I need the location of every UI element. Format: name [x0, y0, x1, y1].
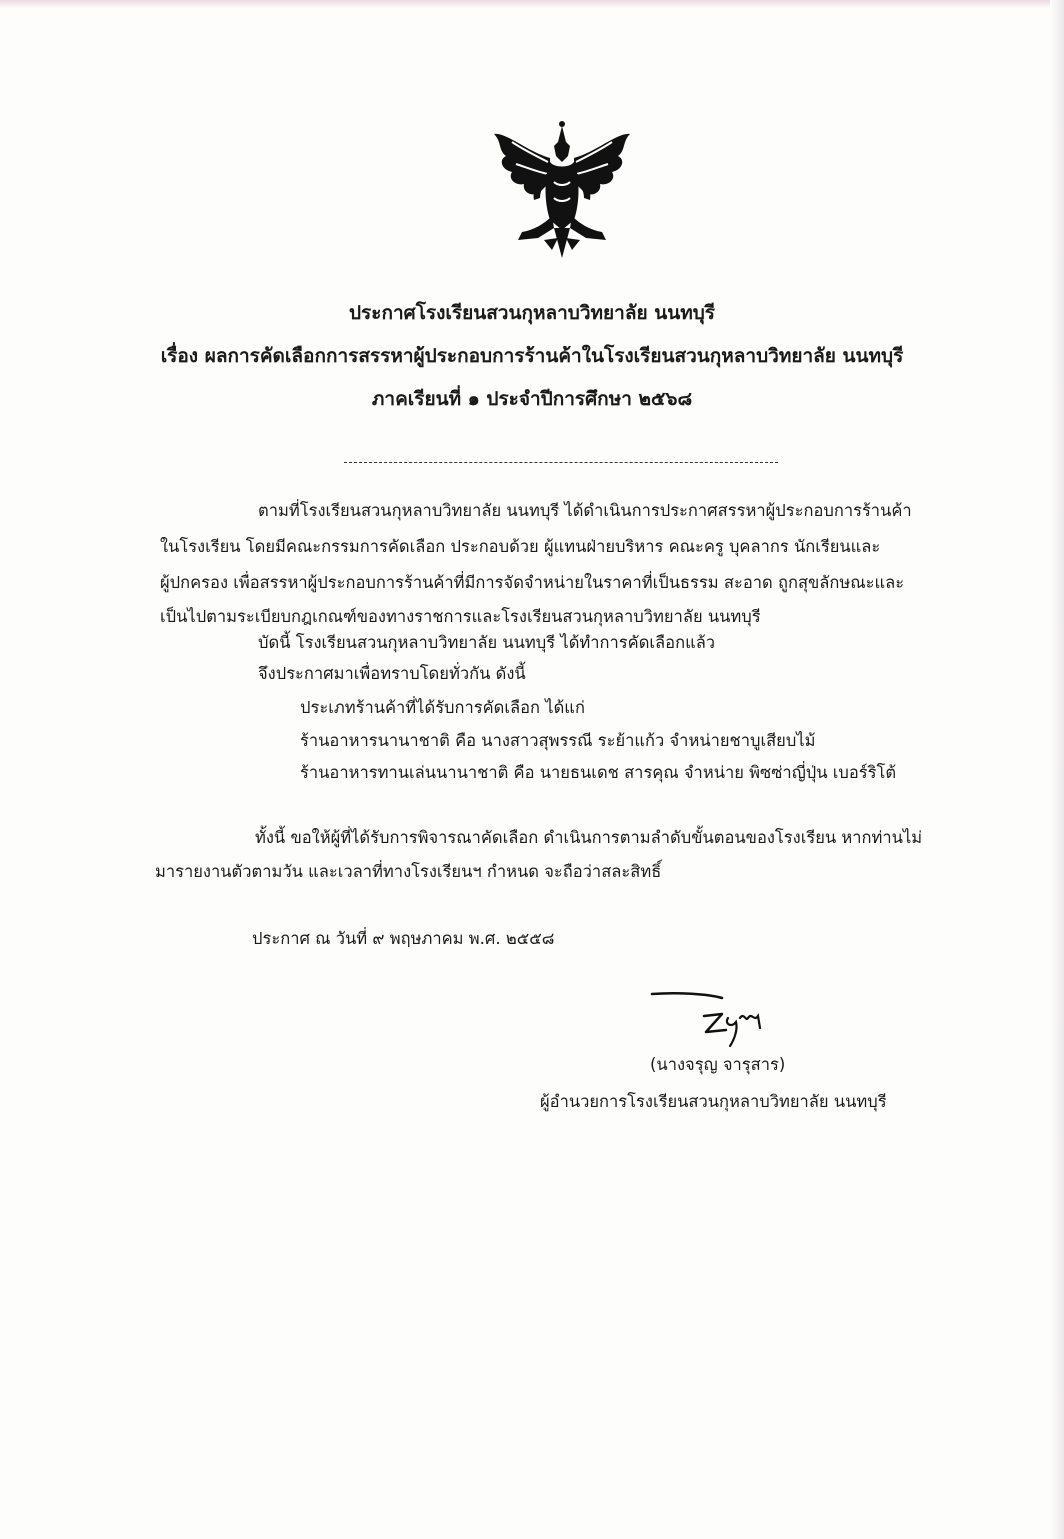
paragraph-line: ผู้ปกครอง เพื่อสรรหาผู้ประกอบการร้านค้าที่มีการจัดจำหน่ายในราคาที่เป็นธรรม สะอาด ถูกสุขลักษณะและ	[160, 573, 905, 592]
subject-line: เรื่อง ผลการคัดเลือกการสรรหาผู้ประกอบการร้านค้าในโรงเรียนสวนกุหลาบวิทยาลัย นนทบุรี	[160, 345, 904, 367]
term-line: ภาคเรียนที่ ๑ ประจำปีการศึกษา ๒๕๖๘	[371, 388, 693, 410]
paragraph-line: เป็นไปตามระเบียบกฎเกณฑ์ของทางราชการและโรงเรียนสวนกุหลาบวิทยาลัย นนทบุรี	[160, 607, 761, 626]
handwritten-signature-icon	[648, 984, 778, 1048]
paragraph-line: มารายงานตัวตามวัน และเวลาที่ทางโรงเรียนฯ กำหนด จะถือว่าสละสิทธิ์	[155, 862, 662, 881]
list-item: ร้านอาหารทานเล่นนานาชาติ คือ นายธนเดช สารคุณ จำหน่าย พิซซ่าญี่ปุ่น เบอร์ริโต้	[300, 763, 897, 782]
paragraph-line: ตามที่โรงเรียนสวนกุหลาบวิทยาลัย นนทบุรี ได้ดำเนินการประกาศสรรหาผู้ประกอบการร้านค้า	[258, 501, 912, 520]
page-edge-top	[0, 0, 1064, 8]
dashed-divider	[344, 462, 778, 463]
announcement-date: ประกาศ ณ วันที่ ๙ พฤษภาคม พ.ศ. ๒๕๕๘	[252, 929, 555, 948]
paragraph-line: ทั้งนี้ ขอให้ผู้ที่ได้รับการพิจารณาคัดเลือก ดำเนินการตามลำดับขั้นตอนของโรงเรียน หากท่านไม่	[255, 828, 923, 847]
signer-name: (นางจรุญ จารุสาร)	[650, 1055, 786, 1074]
list-intro: ประเภทร้านค้าที่ได้รับการคัดเลือก ได้แก่	[300, 698, 585, 717]
page-edge-right	[1050, 0, 1064, 1539]
paragraph-line: จึงประกาศมาเพื่อทราบโดยทั่วกัน ดังนี้	[258, 664, 526, 683]
list-item: ร้านอาหารนานาชาติ คือ นางสาวสุพรรณี ระย้าแก้ว จำหน่ายชาบูเสียบไม้	[300, 731, 816, 750]
paragraph-line: บัดนี้ โรงเรียนสวนกุหลาบวิทยาลัย นนทบุรี ได้ทำการคัดเลือกแล้ว	[258, 633, 716, 652]
page-title: ประกาศโรงเรียนสวนกุหลาบวิทยาลัย นนทบุรี	[348, 302, 716, 324]
signer-title: ผู้อำนวยการโรงเรียนสวนกุหลาบวิทยาลัย นนทบุรี	[540, 1092, 887, 1111]
paragraph-line: ในโรงเรียน โดยมีคณะกรรมการคัดเลือก ประกอบด้วย ผู้แทนฝ่ายบริหาร คณะครู บุคลากร นักเรียนและ	[160, 537, 881, 556]
garuda-emblem-icon	[488, 112, 636, 262]
